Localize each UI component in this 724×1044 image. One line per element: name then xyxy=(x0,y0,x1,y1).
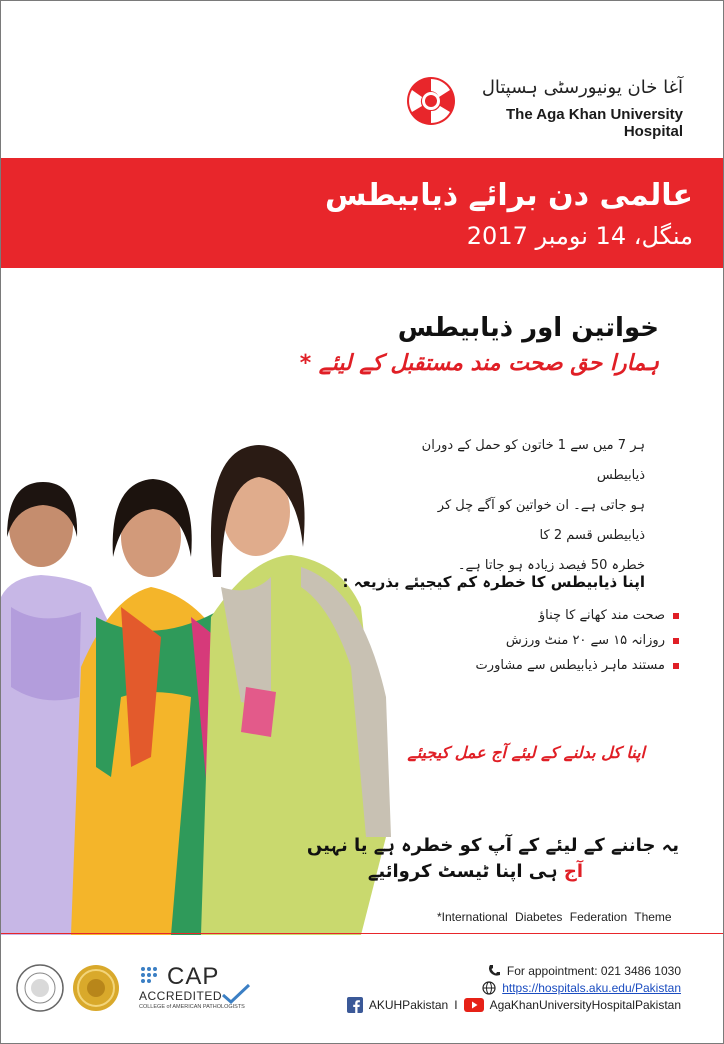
call-to-action: اپنا کل بدلنے کے لیئے آج عمل کیجیئے xyxy=(407,743,645,762)
phone-icon xyxy=(487,964,501,978)
tips-list xyxy=(439,603,679,678)
reduce-risk-heading: اپنا ذیابیطس کا خطرہ کم کیجیئے بذریعہ : xyxy=(342,573,645,591)
women-photo xyxy=(1,437,396,935)
youtube-icon[interactable] xyxy=(464,998,484,1012)
today-word: آج xyxy=(563,861,583,882)
globe-icon xyxy=(482,981,496,995)
event-title: عالمی دن برائے ذیابیطس xyxy=(325,178,693,213)
check-mark-icon xyxy=(221,983,251,1005)
appointment-text: For appointment: 021 3486 1030 xyxy=(506,964,681,978)
tip-text: صحت مند کھانے کا چناؤ xyxy=(538,608,665,623)
appointment-row xyxy=(487,963,681,979)
list-item xyxy=(439,628,679,653)
cap-accredited-text: ACCREDITED xyxy=(139,989,223,1003)
iso-certification-seal-icon xyxy=(15,963,65,1013)
tip-text: مستند ماہر ذیابیطس سے مشاورت xyxy=(475,658,665,673)
footer-divider xyxy=(1,933,723,934)
list-item xyxy=(439,603,679,628)
cap-college-text: COLLEGE of AMERICAN PATHOLOGISTS xyxy=(139,1004,245,1010)
statistic-paragraph xyxy=(395,431,645,581)
tip-text: روزانہ ۱۵ سے ۲۰ منٹ ورزش xyxy=(505,633,665,648)
event-banner xyxy=(1,158,723,268)
get-tested-text: ہی اپنا ٹیسٹ کروائیے xyxy=(367,861,558,882)
headline-subtitle: ہمارا حق صحت مند مستقبل کے لیئے * xyxy=(299,351,659,376)
facebook-icon[interactable] xyxy=(347,997,363,1013)
jci-gold-seal-icon xyxy=(71,963,121,1013)
cap-dots-icon xyxy=(139,965,163,989)
cap-word: CAP xyxy=(167,963,220,990)
logo-urdu-text: آغا خان یونیورسٹی ہسپتال xyxy=(481,77,683,98)
statistic-line-1: ہر 7 میں سے 1 خاتون کو حمل کے دوران ذیابیطس xyxy=(421,438,645,483)
website-link[interactable]: https://hospitals.aku.edu/Pakistan xyxy=(502,981,681,995)
facebook-handle[interactable]: AKUHPakistan xyxy=(368,998,449,1012)
theme-footnote: *International Diabetes Federation Theme xyxy=(437,910,672,924)
headline-title: خواتین اور ذیابیطس xyxy=(397,313,659,343)
list-item xyxy=(439,653,679,678)
hospital-logo xyxy=(405,75,705,140)
youtube-channel[interactable]: AgaKhanUniversityHospitalPakistan xyxy=(489,998,681,1012)
know-risk-line-2 xyxy=(368,861,583,882)
bullet-icon xyxy=(673,613,679,619)
event-date: منگل، 14 نومبر 2017 xyxy=(466,222,693,250)
aku-emblem-icon xyxy=(405,75,457,127)
website-row xyxy=(482,980,681,996)
cap-accreditation-logo xyxy=(139,963,251,1013)
statistic-line-3: خطرہ 50 فیصد زیادہ ہو جاتا ہے۔ xyxy=(457,558,645,573)
logo-english-text: The Aga Khan University Hospital xyxy=(506,106,683,140)
separator: I xyxy=(454,998,458,1012)
know-risk-line-1: یہ جاننے کے لیئے کے آپ کو خطرہ ہے یا نہیں xyxy=(306,835,679,856)
social-row xyxy=(347,997,681,1013)
bullet-icon xyxy=(673,663,679,669)
statistic-line-2: ہو جاتی ہے۔ ان خواتین کو آگے چل کر ذیابیطس قسم 2 کا xyxy=(437,498,645,543)
bullet-icon xyxy=(673,638,679,644)
